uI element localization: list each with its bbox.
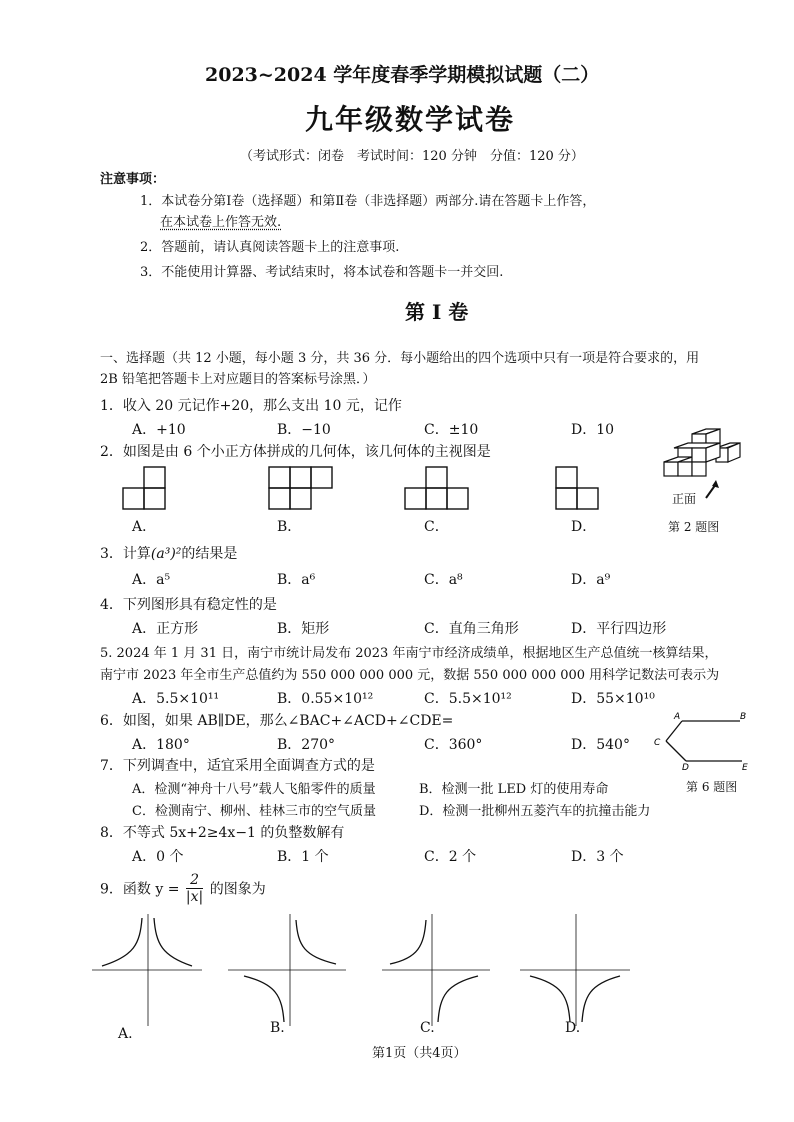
q6-option-a: A．180° [132,737,190,753]
q5-option-b: B．0.55×10¹² [277,691,374,707]
notice-item-3: 3．不能使用计算器、考试结束时，将本试卷和答题卡一并交回. [140,265,504,280]
q9-stem-pre: 9．函数 y = [100,881,180,898]
q2-option-c: C． [424,519,449,535]
q8-option-a: A．0 个 [132,849,184,865]
q2-stem: 2．如图是由 6 个小正方体拼成的几何体，该几何体的主视图是 [100,444,491,460]
q6-figure-caption: 第 6 题图 [686,780,738,794]
q2-option-c-figure [404,466,470,510]
exam-info: （考试形式：闭卷 考试时间：120 分钟 分值：120 分） [240,149,584,164]
q2-option-a: A． [132,519,157,535]
part-one-line2: 2B 铅笔把答题卡上对应题目的答案标号涂黑．） [100,372,376,387]
part-one-line1: 一、选择题（共 12 小题，每小题 3 分，共 36 分．每小题给出的四个选项中只有一项是符合要求的，用 [100,351,700,366]
notice-item-1-cont: 在本试卷上作答无效. [160,215,282,230]
q9-stem [100,872,266,912]
q9-fraction-numerator: 2 [186,872,203,889]
q6-point-d: D [682,763,689,773]
notice-heading: 注意事项： [100,172,166,187]
q9-graph-a [92,912,204,1028]
q9-fraction [186,872,203,905]
q9-graph-b [228,912,348,1028]
q6-stem: 6．如图，如果 AB∥DE，那么∠BAC+∠ACD+∠CDE= [100,713,454,729]
q2-option-b-figure [268,466,334,510]
q9-option-c: C. [420,1020,435,1036]
q1-option-c: C．±10 [424,422,479,438]
q3-stem [100,543,237,563]
q7-option-d: D．检测一批柳州五菱汽车的抗撞击能力 [419,804,651,819]
q5-line2: 南宁市 2023 年全市生产总值约为 550 000 000 000 元，数据 550 000 000 000 用科学记数法可表示为 [100,668,720,683]
q5-option-d: D．55×10¹⁰ [571,691,655,707]
q2-option-a-figure [122,466,168,510]
exam-title: 2023~2024 学年度春季学期模拟试题（二） [205,64,600,86]
page-footer: 第1页（共4页） [372,1046,467,1061]
q3-option-b: B．a⁶ [277,572,316,588]
q6-option-c: C．360° [424,737,483,753]
q9-stem-post: 的图象为 [209,881,266,898]
q6-point-a: A [674,712,681,722]
q7-option-b: B．检测一批 LED 灯的使用寿命 [419,782,609,797]
q2-front-label: 正面 [672,492,697,506]
q9-option-d: D. [565,1020,581,1036]
q6-point-c: C [654,738,661,748]
q3-stem-pre: 3．计算 [100,546,151,562]
q3-stem-expr: (a³)² [150,546,182,562]
q1-option-a: A．+10 [132,422,186,438]
q7-option-a: A．检测“神舟十八号”载人飞船零件的质量 [132,782,376,797]
q8-option-b: B．1 个 [277,849,329,865]
q6-option-b: B．270° [277,737,336,753]
q1-option-b: B．−10 [277,422,331,438]
q9-option-b: B. [270,1020,285,1036]
q9-graph-c [382,912,492,1028]
q9-fraction-denominator: |x| [185,889,204,905]
q8-option-c: C．2 个 [424,849,477,865]
q5-option-c: C．5.5×10¹² [424,691,512,707]
q1-option-d: D．10 [571,422,615,438]
q6-option-d: D．540° [571,737,630,753]
q9-option-a: A. [118,1026,133,1042]
notice-item-2: 2．答题前，请认真阅读答题卡上的注意事项. [140,240,400,255]
q6-point-e: E [742,763,748,773]
q7-stem: 7．下列调查中，适宜采用全面调查方式的是 [100,758,375,774]
q4-option-b: B．矩形 [277,621,330,637]
section-title: 第 Ⅰ 卷 [405,300,469,324]
q4-option-c: C．直角三角形 [424,621,519,637]
q5-line1: 5. 2024 年 1 月 31 日，南宁市统计局发布 2023 年南宁市经济成绩单，根据地区生产总值统一核算结果， [100,646,718,661]
q8-option-d: D．3 个 [571,849,624,865]
paper-subtitle: 九年级数学试卷 [305,103,516,136]
q6-parallel-figure [652,710,772,773]
q2-figure-caption: 第 2 题图 [668,520,720,534]
q3-stem-post: 的结果是 [181,546,238,562]
q6-point-b: B [740,712,747,722]
q2-option-d: D． [571,519,597,535]
q4-option-d: D．平行四边形 [571,621,667,637]
q2-option-d-figure [555,466,601,510]
q2-option-b: B． [277,519,302,535]
q5-option-a: A．5.5×10¹¹ [132,691,220,707]
q4-stem: 4．下列图形具有稳定性的是 [100,597,277,613]
q9-graph-d [520,912,632,1028]
q3-option-c: C．a⁸ [424,572,463,588]
notice-item-1: 1．本试卷分第Ⅰ卷（选择题）和第Ⅱ卷（非选择题）两部分.请在答题卡上作答， [140,194,596,209]
q7-option-c: C．检测南宁、柳州、桂林三市的空气质量 [132,804,376,819]
q4-option-a: A．正方形 [132,621,199,637]
q3-option-a: A．a⁵ [132,572,171,588]
q8-stem: 8．不等式 5x+2≥4x−1 的负整数解有 [100,825,345,841]
q3-option-d: D．a⁹ [571,572,611,588]
q1-stem: 1．收入 20 元记作+20，那么支出 10 元，记作 [100,398,402,414]
